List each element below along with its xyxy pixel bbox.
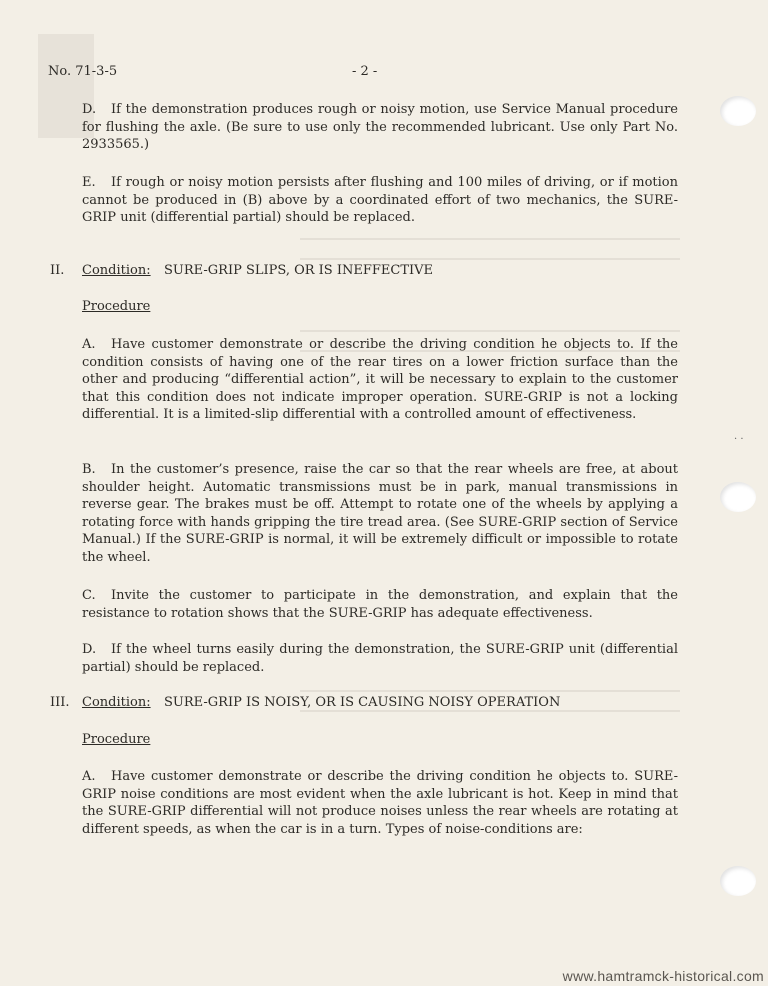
item-letter: C.: [82, 588, 96, 603]
item-letter: A.: [82, 337, 96, 352]
item-text: Invite the customer to participate in the demonstration, and explain that the resistance to rotation shows that the SURE-GRIP has adequate effectiveness.: [82, 588, 678, 621]
list-item: [82, 461, 678, 567]
item-text: In the customer’s presence, raise the car so that the rear wheels are free, at about shoulder height. Automatic transmissions must be in park, manual transmissions in reverse gear. The brakes must be off. Attempt to rotate one of the wheels by applying a rotating force with hands gripping the tire tread area. (See SURE-GRIP section of Service Manual.) If the SURE-GRIP is normal, it will be extremely difficult or impossible to rotate the wheel.: [82, 462, 678, 565]
item-letter: D.: [82, 642, 97, 657]
edge-mark: · ·: [734, 434, 744, 445]
item-text: Have customer demonstrate or describe the driving condition he objects to. If the condition consists of having one of the rear tires on a lower friction surface than the other and producing “differential action”, it will be necessary to explain to the customer that this condition does not indicate improper operation. SURE-GRIP is not a locking differential. It is a limited-slip differential with a controlled amount of effectiveness.: [82, 337, 678, 423]
list-item: [82, 768, 678, 838]
item-text: Have customer demonstrate or describe the driving condition he objects to. SURE-GRIP noise conditions are most evident when the axle lubricant is hot. Keep in mind that the SURE-GRIP differential will not produce noises unless the rear wheels are rotating at different speeds, as when the car is in a turn. Types of noise-conditions are:: [82, 769, 678, 837]
bleed-through-line: [300, 710, 680, 712]
item-text: If the wheel turns easily during the demonstration, the SURE-GRIP unit (differential partial) should be replaced.: [82, 642, 678, 675]
procedure-label: Procedure: [82, 732, 151, 747]
list-item: [82, 174, 678, 227]
item-text: If rough or noisy motion persists after flushing and 100 miles of driving, or if motion cannot be produced in (B) above by a coordinated effort of two mechanics, the SURE-GRIP unit (differential partial) should be replaced.: [82, 175, 678, 226]
bleed-through-line: [300, 330, 680, 332]
binder-hole: [720, 866, 756, 896]
website-watermark: www.hamtramck-historical.com: [562, 968, 764, 984]
list-item: [82, 101, 678, 154]
condition-label: Condition:: [82, 695, 151, 710]
section-numeral: II.: [50, 263, 65, 278]
list-item: [82, 336, 678, 424]
condition-text: SURE-GRIP IS NOISY, OR IS CAUSING NOISY OPERATION: [164, 695, 561, 710]
binder-hole: [720, 96, 756, 126]
section-numeral: III.: [50, 695, 70, 710]
bleed-through-line: [300, 258, 680, 260]
procedure-label: Procedure: [82, 299, 151, 314]
item-letter: B.: [82, 462, 96, 477]
bulletin-number: No. 71-3-5: [48, 64, 118, 79]
condition-text: SURE-GRIP SLIPS, OR IS INEFFECTIVE: [164, 263, 434, 278]
item-letter: A.: [82, 769, 96, 784]
list-item: [82, 641, 678, 676]
condition-label: Condition:: [82, 263, 151, 278]
list-item: [82, 587, 678, 622]
binder-hole: [720, 482, 756, 512]
bleed-through-line: [300, 690, 680, 692]
item-letter: D.: [82, 102, 97, 117]
item-letter: E.: [82, 175, 96, 190]
page-number: - 2 -: [352, 64, 378, 79]
bleed-through-line: [300, 238, 680, 240]
item-text: If the demonstration produces rough or noisy motion, use Service Manual procedure for flushing the axle. (Be sure to use only the recommended lubricant. Use only Part No. 2933565.): [82, 102, 678, 153]
